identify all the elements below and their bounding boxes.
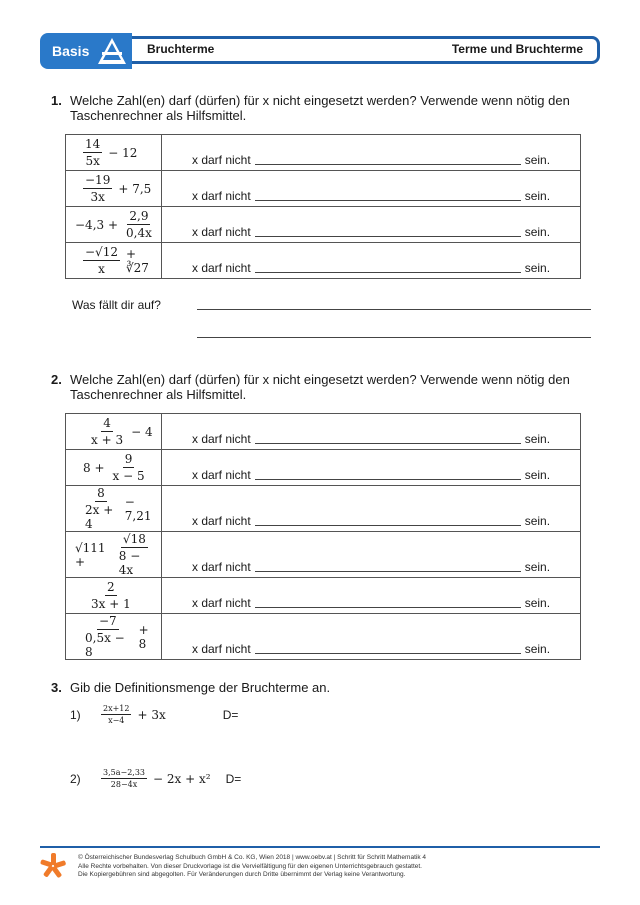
answer-suffix: sein.	[524, 189, 551, 203]
term-cell	[66, 414, 162, 450]
denominator: 28−4x	[110, 780, 138, 789]
task-text: Gib die Definitionsmenge der Bruchterme an.	[70, 680, 331, 695]
basis-logo	[40, 33, 132, 69]
table-row	[66, 135, 581, 171]
numerator: 14	[85, 137, 101, 151]
denominator: x + 3	[91, 433, 124, 447]
task-text: Welche Zahl(en) darf (dürfen) für x nicht eingesetzt werden? Verwende wenn nötig den Taschenrechner als Hilfsmittel.	[70, 372, 570, 402]
footer-text	[78, 854, 598, 880]
term-rest: + 7,5	[118, 181, 152, 196]
numerator: −7	[98, 614, 117, 628]
answer-prefix: x darf nicht	[192, 153, 251, 167]
term-cell	[66, 171, 162, 207]
table-row	[66, 414, 581, 450]
table-row	[66, 243, 581, 279]
task-text: Welche Zahl(en) darf (dürfen) für x nicht eingesetzt werden? Verwende wenn nötig den Taschenrechner als Hilfsmittel.	[70, 93, 570, 123]
answer-line[interactable]	[255, 571, 521, 572]
footer-divider	[40, 846, 600, 848]
item-index: 1)	[70, 707, 81, 722]
task-2-table	[65, 413, 581, 660]
term-rest: + 3x	[137, 707, 166, 722]
answer-prefix: x darf nicht	[192, 432, 251, 446]
item-index: 2)	[70, 771, 81, 786]
term-rest: − 4	[131, 424, 153, 439]
term-cell	[66, 243, 162, 279]
table-row	[66, 578, 581, 614]
task-3-item-1	[70, 704, 238, 725]
task-number: 3.	[51, 680, 62, 695]
answer-line[interactable]	[255, 236, 521, 237]
copyright-line: © Österreichischer Bundesverlag Schulbuch GmbH & Co. KG, Wien 2018 | www.oebv.at | Schritt für Schritt Mathematik 4	[78, 854, 426, 861]
answer-prefix: x darf nicht	[192, 596, 251, 610]
term-prefix: 8 +	[83, 460, 105, 475]
task-1-table	[65, 134, 581, 279]
answer-prefix: x darf nicht	[192, 225, 251, 239]
answer-cell	[162, 614, 581, 660]
answer-suffix: sein.	[524, 153, 551, 167]
remark-line-1[interactable]	[197, 309, 591, 310]
table-row	[66, 614, 581, 660]
answer-cell	[162, 532, 581, 578]
fees-line: Die Kopiergebühren sind abgegolten. Für Veränderungen durch Dritte übernimmt der Verlag keine Verantwortung.	[78, 871, 406, 878]
numerator: √18	[122, 532, 146, 546]
answer-suffix: sein.	[524, 514, 551, 528]
answer-cell	[162, 135, 581, 171]
term-rest: + ∛27	[125, 246, 149, 275]
answer-suffix: sein.	[524, 596, 551, 610]
answer-line[interactable]	[255, 164, 521, 165]
answer-line[interactable]	[255, 525, 521, 526]
remark-line-2[interactable]	[197, 337, 591, 338]
table-row	[66, 450, 581, 486]
answer-cell	[162, 486, 581, 532]
numerator: 8	[97, 486, 105, 500]
answer-line[interactable]	[255, 607, 521, 608]
term-rest: + 8	[138, 622, 149, 651]
answer-suffix: sein.	[524, 642, 551, 656]
task-number: 1.	[51, 93, 62, 108]
term-rest: − 12	[108, 145, 138, 160]
denominator: 8 − 4x	[118, 549, 141, 577]
answer-prefix: x darf nicht	[192, 642, 251, 656]
domain-label: D=	[222, 707, 239, 722]
denominator: x	[98, 262, 105, 276]
term-cell	[66, 578, 162, 614]
answer-suffix: sein.	[524, 225, 551, 239]
denominator: x−4	[108, 716, 125, 725]
answer-cell	[162, 578, 581, 614]
term-rest: − 7,21	[124, 494, 152, 523]
term-cell	[66, 614, 162, 660]
answer-suffix: sein.	[524, 468, 551, 482]
table-row	[66, 171, 581, 207]
denominator: x − 5	[112, 469, 145, 483]
answer-line[interactable]	[255, 272, 521, 273]
answer-prefix: x darf nicht	[192, 560, 251, 574]
numerator: 3,5a−2,33	[103, 768, 146, 777]
domain-label: D=	[225, 771, 242, 786]
task-3-item-2	[70, 768, 241, 789]
answer-prefix: x darf nicht	[192, 189, 251, 203]
answer-suffix: sein.	[524, 560, 551, 574]
pyramid-icon	[96, 35, 128, 67]
table-row	[66, 532, 581, 578]
answer-cell	[162, 414, 581, 450]
sheet-title: Terme und Bruchterme	[451, 42, 583, 56]
task-number: 2.	[51, 372, 62, 387]
term-cell	[66, 532, 162, 578]
answer-line[interactable]	[255, 479, 521, 480]
table-row	[66, 207, 581, 243]
oebv-star-icon	[40, 852, 66, 880]
answer-prefix: x darf nicht	[192, 514, 251, 528]
answer-suffix: sein.	[524, 432, 551, 446]
answer-line[interactable]	[255, 200, 521, 201]
rights-line: Alle Rechte vorbehalten. Von dieser Druckvorlage ist die Vervielfältigung für den eigenen Unterrichtsgebrauch gestattet.	[78, 862, 422, 870]
answer-prefix: x darf nicht	[192, 261, 251, 275]
topic-label: Bruchterme	[147, 42, 215, 56]
page-header	[40, 36, 600, 64]
answer-cell	[162, 171, 581, 207]
term-cell	[66, 207, 162, 243]
answer-prefix: x darf nicht	[192, 468, 251, 482]
term-cell	[66, 486, 162, 532]
denominator: 0,4x	[126, 226, 152, 240]
term-rest: − 2x + x²	[153, 771, 211, 786]
term-prefix: √111 +	[75, 540, 106, 569]
numerator: 4	[103, 416, 111, 430]
numerator: 2	[107, 580, 115, 594]
numerator: 9	[124, 452, 133, 466]
denominator: 3x	[90, 190, 105, 204]
answer-suffix: sein.	[524, 261, 551, 275]
logo-text: Basis	[52, 43, 90, 59]
denominator: 3x + 1	[91, 597, 131, 611]
numerator: −19	[85, 173, 111, 187]
numerator: 2x+12	[103, 704, 130, 713]
answer-line[interactable]	[255, 653, 521, 654]
denominator: 2x + 4	[85, 503, 114, 531]
term-prefix: −4,3 +	[75, 217, 119, 232]
answer-line[interactable]	[255, 443, 521, 444]
numerator: −√12	[85, 245, 118, 259]
numerator: 2,9	[129, 209, 149, 223]
answer-cell	[162, 243, 581, 279]
table-row	[66, 486, 581, 532]
answer-cell	[162, 450, 581, 486]
term-cell	[66, 135, 162, 171]
answer-cell	[162, 207, 581, 243]
denominator: 0,5x − 8	[85, 631, 125, 659]
denominator: 5x	[85, 154, 100, 168]
remark-label: Was fällt dir auf?	[72, 298, 161, 312]
term-cell	[66, 450, 162, 486]
